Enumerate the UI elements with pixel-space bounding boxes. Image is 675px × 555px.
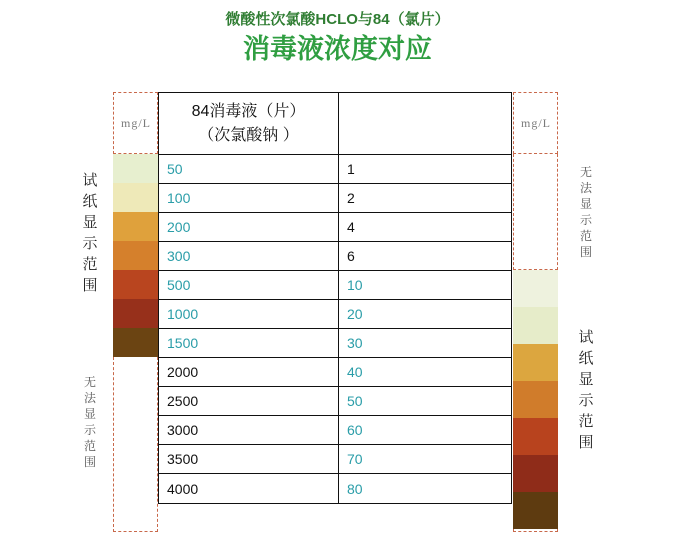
cell-concentration-84: 50 (159, 155, 339, 183)
cell-concentration-hclo: 1 (347, 161, 355, 177)
table-body (159, 155, 511, 503)
right-no-display-label: 无 法 显 示 范 围 (579, 165, 592, 259)
header-line-2: （次氯酸钠 ） (198, 126, 299, 144)
cell-concentration-hclo: 40 (347, 364, 363, 380)
concentration-comparison-chart (0, 92, 675, 532)
right-no-display-box (513, 154, 558, 270)
right-unit-label: mg/L (521, 116, 551, 130)
color-swatch (113, 270, 158, 299)
table-row (159, 329, 511, 358)
table-row (159, 213, 511, 242)
color-swatch (513, 455, 558, 492)
left-paper-range-label: 试 纸 显 示 范 围 (82, 172, 98, 294)
table-row (159, 155, 511, 184)
cell-concentration-hclo: 70 (347, 451, 363, 467)
color-swatch (113, 328, 158, 357)
header-line-1: 84消毒液（片） (191, 102, 306, 120)
color-swatch (513, 270, 558, 307)
color-swatch (113, 154, 158, 183)
cell-concentration-hclo: 20 (347, 306, 363, 322)
cell-concentration-hclo: 50 (347, 393, 363, 409)
table-row (159, 387, 511, 416)
cell-concentration-hclo: 10 (347, 277, 363, 293)
color-swatch (113, 212, 158, 241)
left-no-display-box (113, 357, 158, 532)
cell-concentration-84: 4000 (159, 474, 339, 503)
cell-concentration-84: 300 (159, 242, 339, 270)
left-no-display-label: 无 法 显 示 范 围 (83, 375, 96, 469)
table-row (159, 358, 511, 387)
table-row (159, 474, 511, 503)
color-swatch (113, 241, 158, 270)
right-paper-range-label: 试 纸 显 示 范 围 (578, 329, 594, 451)
page-title: 消毒液浓度对应 (243, 34, 432, 64)
cell-concentration-hclo: 4 (347, 219, 355, 235)
table-row (159, 445, 511, 474)
cell-concentration-84: 2000 (159, 358, 339, 386)
color-swatch (513, 381, 558, 418)
cell-concentration-hclo: 80 (347, 480, 363, 497)
color-swatch (513, 344, 558, 381)
table-row (159, 416, 511, 445)
cell-concentration-84: 3500 (159, 445, 339, 473)
table-row (159, 242, 511, 271)
color-swatch (113, 299, 158, 328)
cell-concentration-hclo: 30 (347, 335, 363, 351)
table-row (159, 300, 511, 329)
table-row (159, 184, 511, 213)
header-cell-product (159, 93, 339, 154)
left-unit-label: mg/L (121, 116, 151, 130)
cell-concentration-84: 100 (159, 184, 339, 212)
cell-concentration-hclo: 2 (347, 190, 355, 206)
subtitle: 微酸性次氯酸HCLO与84（氯片） (225, 11, 450, 28)
right-color-swatch-column (513, 270, 558, 529)
color-swatch (513, 418, 558, 455)
table-header-row (159, 93, 511, 155)
cell-concentration-hclo: 60 (347, 422, 363, 438)
color-swatch (113, 183, 158, 212)
cell-concentration-84: 2500 (159, 387, 339, 415)
color-swatch (513, 492, 558, 529)
cell-concentration-84: 200 (159, 213, 339, 241)
title-block (0, 0, 675, 66)
cell-concentration-hclo: 6 (347, 248, 355, 264)
left-color-swatch-column (113, 154, 158, 357)
cell-concentration-84: 1000 (159, 300, 339, 328)
cell-concentration-84: 3000 (159, 416, 339, 444)
table-row (159, 271, 511, 300)
cell-concentration-84: 500 (159, 271, 339, 299)
color-swatch (513, 307, 558, 344)
concentration-table (158, 92, 512, 504)
cell-concentration-84: 1500 (159, 329, 339, 357)
header-cell-hclo (339, 93, 511, 154)
